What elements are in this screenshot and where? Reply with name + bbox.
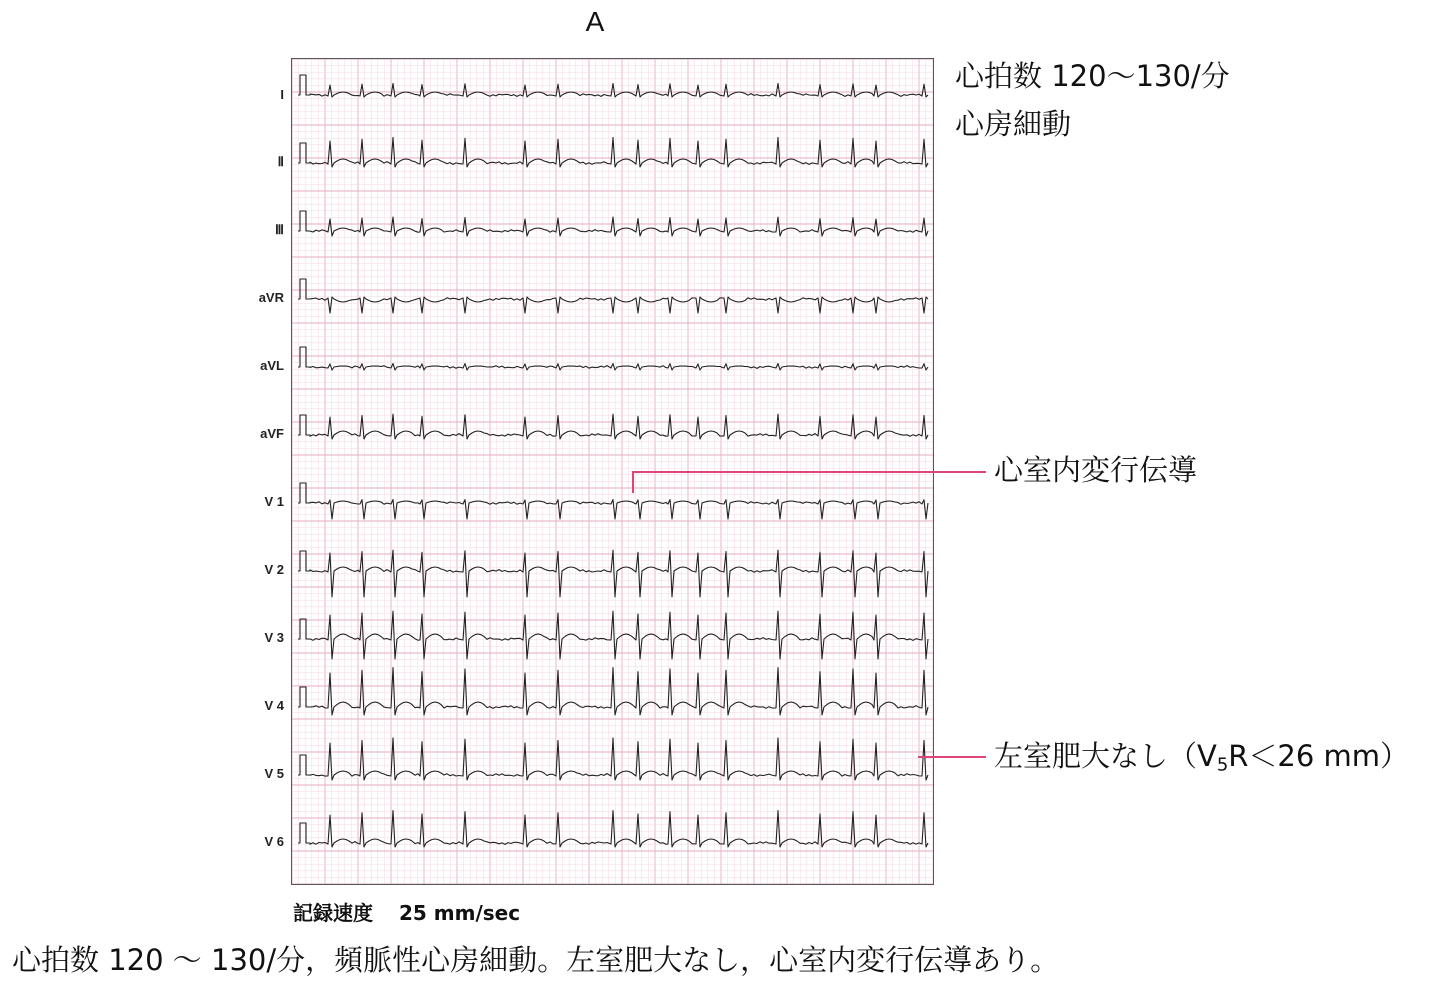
lead-label-v1: V 1 <box>264 494 284 509</box>
ecg-trace-lead <box>298 279 928 313</box>
ecg-trace-lead <box>298 668 928 715</box>
lead-label-avr: aVR <box>258 290 284 305</box>
ecg-trace-lead <box>298 137 928 167</box>
lead-label-avl: aVL <box>260 358 284 373</box>
lead-label-ii: Ⅱ <box>277 154 284 169</box>
lvh-text-prefix: 左室肥大なし（V <box>994 739 1217 773</box>
recording-speed-value: 25 mm/sec <box>399 901 521 925</box>
figure-label: A <box>585 6 605 37</box>
lead-label-iii: Ⅲ <box>275 222 284 237</box>
rhythm-note: 心房細動 <box>955 107 1072 141</box>
ecg-trace-lead <box>298 347 928 370</box>
ecg-trace-lead <box>298 211 928 236</box>
aberrant-leader-vertical <box>632 471 634 493</box>
lvh-text-suffix: R＜26 mm） <box>1228 739 1410 773</box>
lead-label-i: I <box>280 87 284 102</box>
figure-caption: 心拍数 120 〜 130/分，頻脈性心房細動。左室肥大なし，心室内変行伝導あり。 <box>12 943 1060 977</box>
lead-label-v2: V 2 <box>264 562 284 577</box>
lvh-text-subscript: 5 <box>1216 754 1229 776</box>
lead-label-v5: V 5 <box>264 766 284 781</box>
aberrant-leader-line <box>632 471 986 473</box>
ecg-trace-lead <box>298 75 928 97</box>
aberrant-conduction-label: 心室内変行伝導 <box>994 453 1198 487</box>
recording-speed <box>293 897 520 926</box>
lead-label-v6: V 6 <box>264 834 284 849</box>
lead-label-v4: V 4 <box>264 698 284 713</box>
lvh-leader-line <box>918 756 986 758</box>
lead-label-avf: aVF <box>260 426 284 441</box>
heart-rate-note: 心拍数 120〜130/分 <box>955 59 1230 93</box>
lead-label-v3: V 3 <box>264 630 284 645</box>
lvh-annotation <box>994 738 1409 783</box>
ecg-trace-lead <box>298 738 928 780</box>
ecg-trace-lead <box>298 611 928 659</box>
ecg-trace-lead <box>298 811 928 847</box>
recording-speed-label: 記録速度 <box>293 901 373 925</box>
